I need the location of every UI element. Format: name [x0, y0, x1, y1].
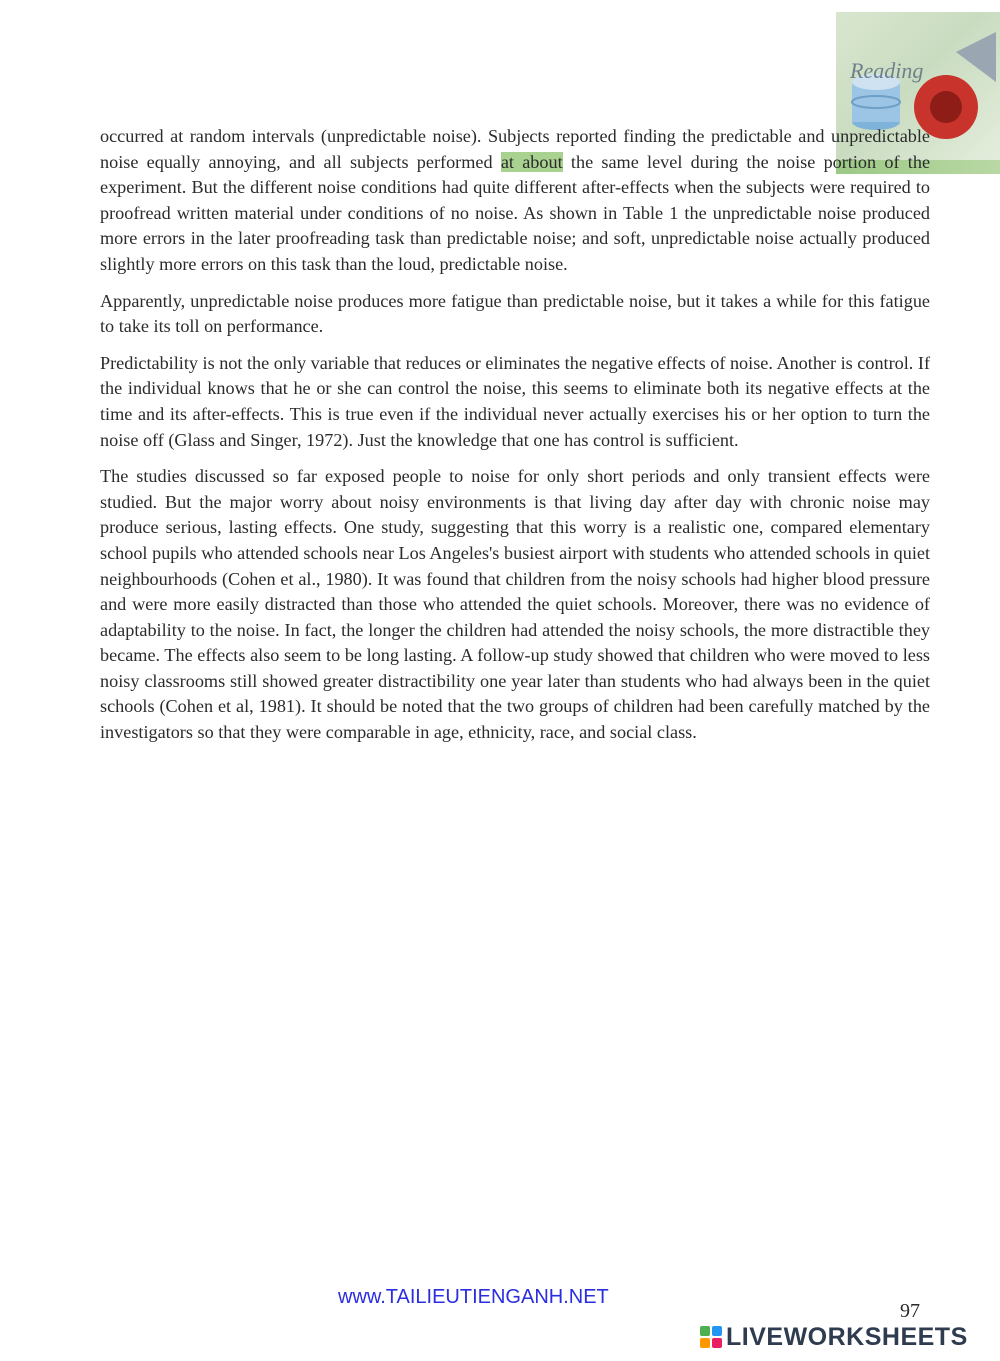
article-body	[100, 124, 930, 757]
highlighted-phrase[interactable]: at about	[500, 151, 563, 172]
liveworksheets-logo[interactable]	[700, 1322, 968, 1352]
paragraph-1-start: occurred at random intervals (unpredictable noise). Subjects reported finding the predictable and unpredictable noise equally annoying, and all subjects performed	[100, 126, 930, 172]
paragraph-1	[100, 124, 930, 278]
page-number: 97	[900, 1300, 920, 1322]
footer-url[interactable]: www.TAILIEUTIENGANH.NET	[338, 1286, 609, 1308]
paragraph-1-end: the same level during the noise portion of the experiment. But the different noise conditions had quite different after-effects when the subjects were required to proofread written material under conditions of no noise. As shown in Table 1 the unpredictable noise produced more errors in the later proofreading task than predictable noise; and soft, unpredictable noise actually produced slightly more errors on this task than the loud, predictable noise.	[100, 151, 931, 274]
paragraph-2: Apparently, unpredictable noise produces more fatigue than predictable noise, but it takes a while for this fatigue to take its toll on performance.	[100, 290, 930, 337]
paragraph-3: Predictability is not the only variable that reduces or eliminates the negative effects of noise. Another is control. If the individual knows that he or she can control the noise, this seems to eliminate both its negative effects at the time and its after-effects. This is true even if the individual never actually exercises his or her option to turn the noise off (Glass and Singer, 1972). Just the knowledge that one has control is sufficient.	[100, 352, 930, 450]
liveworksheets-wordmark: LIVEWORKSHEETS	[726, 1322, 968, 1351]
paragraph-4: The studies discussed so far exposed people to noise for only short periods and only transient effects were studied. But the major worry about noisy environments is that living day after day with chronic noise may produce serious, lasting effects. One study, suggesting that this worry is a realistic one, compared elementary school pupils who attended schools near Los Angeles's busiest airport with students who attended schools in quiet neighbourhoods (Cohen et al., 1980). It was found that children from the noisy schools had higher blood pressure and were more easily distracted than those who attended the quiet schools. Moreover, there was no evidence of adaptability to the noise. In fact, the longer the children had attended the noisy schools, the more distractible they became. The effects also seem to be long lasting. A follow-up study showed that children who were moved to less noisy classrooms still showed greater distractibility one year later than students who had always been in the quiet schools (Cohen et al, 1981). It should be noted that the two groups of children had been carefully matched by the investigators so that they were comparable in age, ethnicity, race, and social class.	[100, 466, 930, 743]
badge-title: Reading	[850, 58, 924, 83]
liveworksheets-grid-icon	[700, 1326, 722, 1348]
